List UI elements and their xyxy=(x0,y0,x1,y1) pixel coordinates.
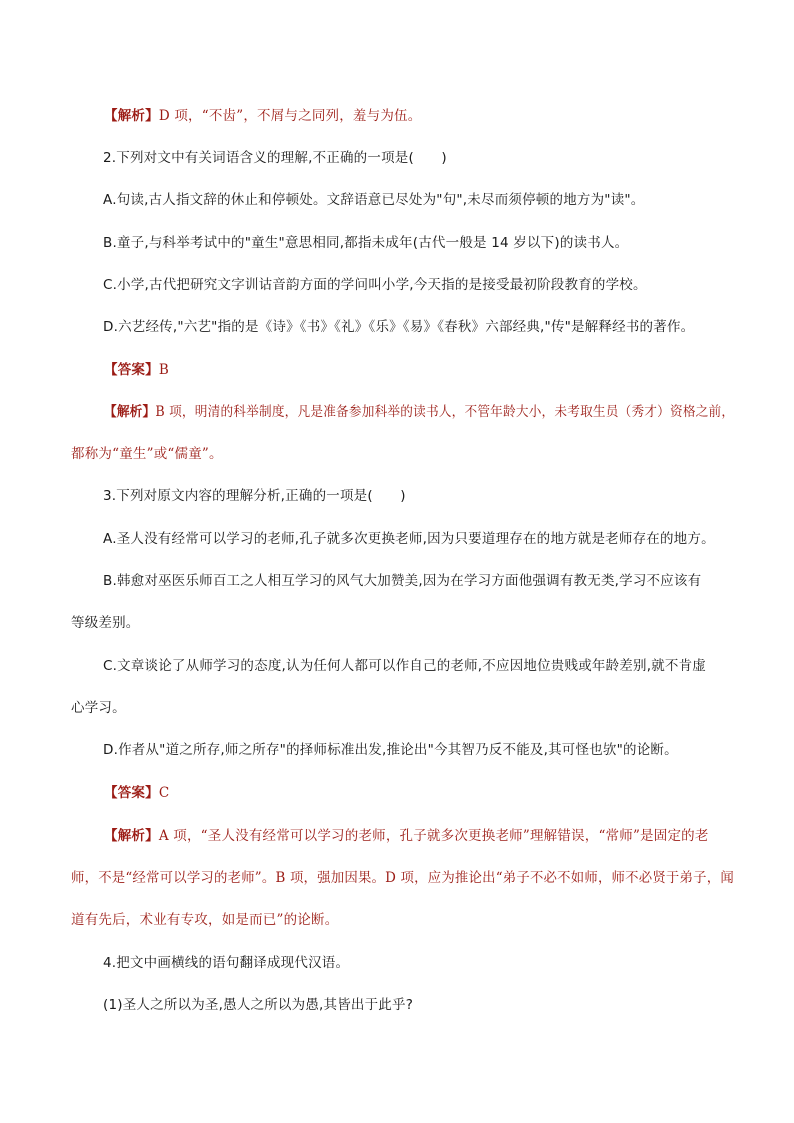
question-3-stem: 3.下列对原文内容的理解分析,正确的一项是( ) xyxy=(103,488,406,504)
analysis-text: B 项，明清的科举制度，凡是准备参加科举的读书人，不管年龄大小，未考取生员（秀才）资格之前， xyxy=(155,404,735,420)
question-3-option-d: D.作者从"道之所存,师之所存"的择师标准出发,推论出"今其智乃反不能及,其可怪也欤"的论断。 xyxy=(103,742,678,758)
analysis-text: A 项，“圣人没有经常可以学习的老师，孔子就多次更换老师”理解错误，“常师”是固定的老 xyxy=(158,828,709,844)
question-3-option-c: C.文章谈论了从师学习的态度,认为任何人都可以作自己的老师,不应因地位贵贱或年龄差别,就不肯虚 xyxy=(103,658,706,674)
question-4-sub-1: (1)圣人之所以为圣,愚人之所以为愚,其皆出于此乎? xyxy=(103,997,414,1013)
answer-value: C xyxy=(158,785,170,801)
question-2-option-c: C.小学,古代把研究文字训诂音韵方面的学问叫小学,今天指的是接受最初阶段教育的学校。 xyxy=(103,277,647,293)
analysis-text: D 项，“不齿”，不屑与之同列，羞与为伍。 xyxy=(158,108,422,124)
analysis-line xyxy=(104,826,709,846)
question-2-stem: 2.下列对文中有关词语含义的理解,不正确的一项是( ) xyxy=(103,150,447,166)
question-2-option-d: D.六艺经传,"六艺"指的是《诗》《书》《礼》《乐》《易》《春秋》六部经典,"传"是解释经书的著作。 xyxy=(103,319,695,335)
analysis-continuation: 师，不是“经常可以学习的老师”。B 项，强加因果。D 项，应为推论出“弟子不必不如师，师不必贤于弟子，闻 xyxy=(71,870,734,886)
question-4-stem: 4.把文中画横线的语句翻译成现代汉语。 xyxy=(103,955,350,971)
analysis-label: 【解析】 xyxy=(104,828,159,844)
question-3-option-a: A.圣人没有经常可以学习的老师,孔子就多次更换老师,因为只要道理存在的地方就是老师存在的地方。 xyxy=(103,531,715,547)
analysis-continuation: 都称为“童生”或“儒童”。 xyxy=(71,446,223,462)
question-2-option-b: B.童子,与科举考试中的"童生"意思相同,都指未成年(古代一般是 14 岁以下)的读书人。 xyxy=(103,235,629,251)
question-3-option-b-continuation: 等级差别。 xyxy=(71,615,140,631)
answer-label: 【答案】 xyxy=(104,785,159,801)
question-3-option-b: B.韩愈对巫医乐师百工之人相互学习的风气大加赞美,因为在学习方面他强调有教无类,学习不应该有 xyxy=(103,573,702,589)
analysis-line xyxy=(104,106,421,126)
analysis-line xyxy=(104,402,734,422)
analysis-label: 【解析】 xyxy=(104,108,159,124)
question-3-option-c-continuation: 心学习。 xyxy=(71,700,126,716)
analysis-label: 【解析】 xyxy=(104,404,156,420)
question-2-option-a: A.句读,古人指文辞的休止和停顿处。文辞语意已尽处为"句",未尽而须停顿的地方为"读"。 xyxy=(103,192,645,208)
answer-label: 【答案】 xyxy=(104,362,159,378)
analysis-continuation: 道有先后，术业有专攻，如是而已”的论断。 xyxy=(71,912,339,928)
answer-value: B xyxy=(158,362,169,378)
answer-line xyxy=(104,783,169,803)
answer-line xyxy=(104,360,169,380)
